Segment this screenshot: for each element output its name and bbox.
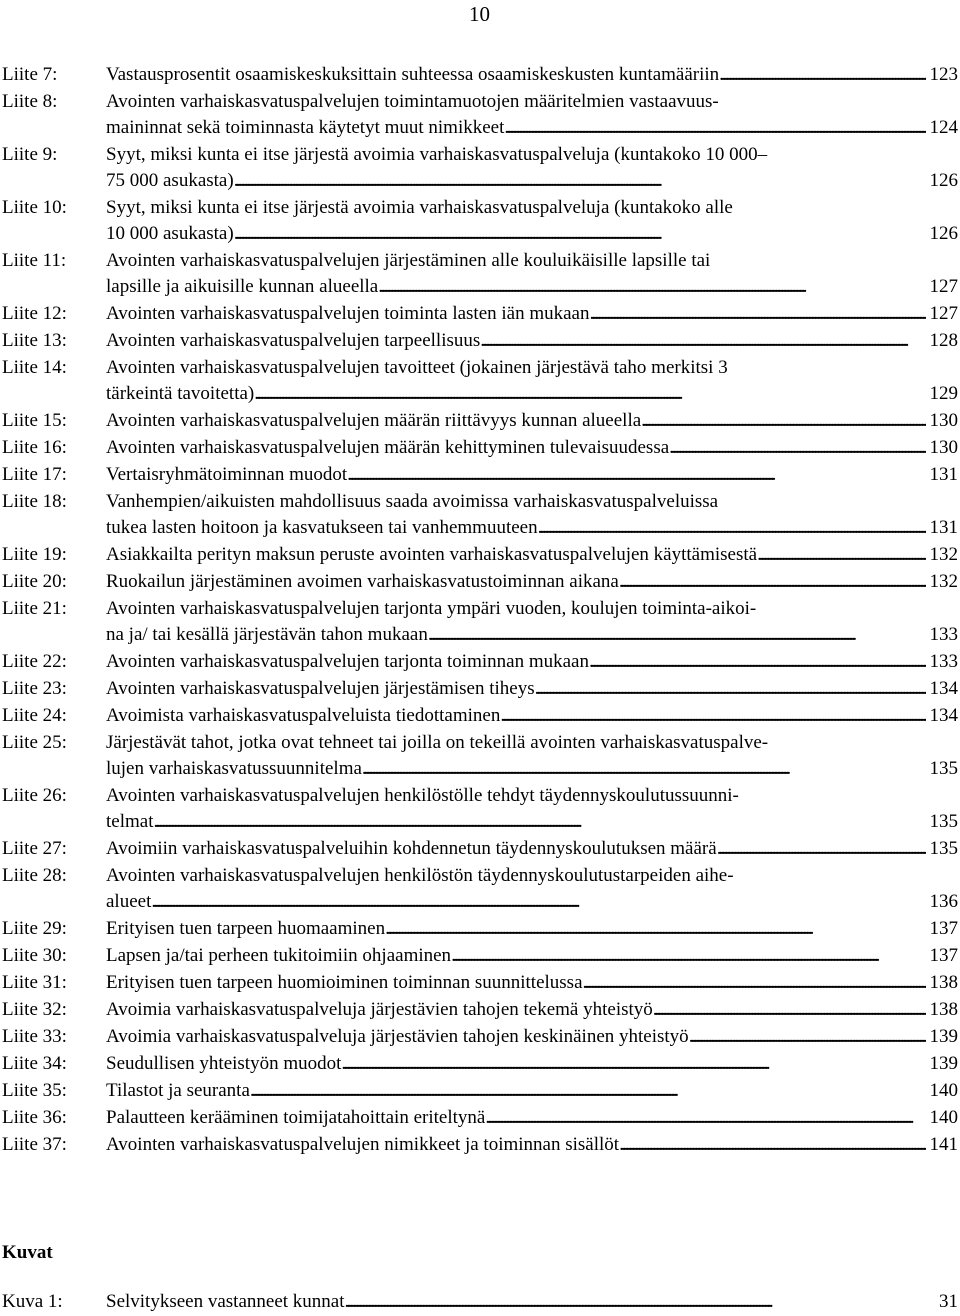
entry-label: Liite 23: (2, 678, 67, 699)
entry-body (106, 1289, 958, 1315)
entry-body (106, 489, 958, 541)
entry-body (106, 542, 958, 568)
entry-title-last-line (106, 115, 958, 141)
entry-body (106, 355, 958, 407)
entry-body (106, 970, 958, 996)
dot-leader (719, 62, 925, 88)
toc-entry (2, 248, 958, 300)
entry-label: Liite 25: (2, 732, 67, 753)
entry-label: Liite 8: (2, 91, 58, 112)
entry-title-line: Avointen varhaiskasvatuspalvelujen toimintamuotojen määritelmien vastaavuus- (106, 91, 719, 112)
entry-title: Erityisen tuen tarpeen huomioiminen toiminnan suunnittelussa (106, 972, 583, 993)
entry-title-last-line (106, 168, 958, 194)
entry-title: Avointen varhaiskasvatuspalvelujen määrän riittävyys kunnan alueella (106, 410, 642, 431)
dot-leader (717, 836, 926, 862)
dot-leader (151, 889, 925, 915)
toc-entry (2, 435, 958, 461)
dot-leader (757, 542, 925, 568)
entry-title: Avointen varhaiskasvatuspalvelujen nimikkeet ja toiminnan sisällöt (106, 1134, 620, 1155)
entry-title-line: Avointen varhaiskasvatuspalvelujen henkilöstön täydennyskoulutustarpeiden aihe- (106, 865, 734, 886)
entry-title-last-line (106, 676, 958, 702)
entry-title: alueet (106, 891, 152, 912)
dot-leader (451, 943, 925, 969)
entry-body (106, 703, 958, 729)
dot-leader (428, 622, 926, 648)
entry-title-last-line (106, 328, 958, 354)
entry-body (106, 195, 958, 247)
entry-title: lujen varhaiskasvatussuunnitelma (106, 758, 362, 779)
entry-page-number: 127 (929, 303, 958, 324)
entry-body (106, 89, 958, 141)
entry-body (106, 1051, 958, 1077)
entry-title-last-line (106, 1289, 958, 1315)
entry-title: Palautteen kerääminen toimijatahoittain eriteltynä (106, 1107, 486, 1128)
entry-title: Vertaisryhmätoiminnan muodot (106, 464, 348, 485)
dot-leader (234, 168, 926, 194)
entry-body (106, 1105, 958, 1131)
entry-page-number: 136 (929, 891, 958, 912)
entry-body (106, 836, 958, 862)
toc-entry (2, 836, 958, 862)
entry-label: Liite 28: (2, 865, 67, 886)
entry-label: Liite 9: (2, 144, 58, 165)
entry-label: Liite 7: (2, 64, 58, 85)
entry-title-line: Avointen varhaiskasvatuspalvelujen henkilöstölle tehdyt täydennyskoulutussuunni- (106, 785, 739, 806)
entry-page-number: 134 (929, 705, 958, 726)
entry-body (106, 783, 958, 835)
toc-entry (2, 863, 958, 915)
figure-list (2, 1289, 958, 1316)
entry-body (106, 328, 958, 354)
entry-label: Liite 27: (2, 838, 67, 859)
entry-title-last-line (106, 1078, 958, 1104)
entry-title: Tilastot ja seuranta (106, 1080, 250, 1101)
entry-page-number: 130 (929, 437, 958, 458)
entry-page-number: 124 (929, 117, 958, 138)
entry-title-line: Syyt, miksi kunta ei itse järjestä avoimia varhaiskasvatuspalveluja (kuntakoko 10 000– (106, 144, 768, 165)
entry-body (106, 1024, 958, 1050)
entry-title-line: Avointen varhaiskasvatuspalvelujen tarjonta ympäri vuoden, koulujen toiminta-aikoi- (106, 598, 757, 619)
entry-page-number: 127 (929, 276, 958, 297)
toc-entry (2, 997, 958, 1023)
dot-leader (485, 1105, 925, 1131)
toc-entry (2, 1105, 958, 1131)
entry-page-number: 126 (929, 223, 958, 244)
entry-page-number: 139 (929, 1053, 958, 1074)
entry-title-line: Avointen varhaiskasvatuspalvelujen järjestäminen alle kouluikäisille lapsille tai (106, 250, 711, 271)
entry-label: Liite 37: (2, 1134, 67, 1155)
entry-title-last-line (106, 435, 958, 461)
page-number: 10 (469, 2, 490, 26)
entry-body (106, 863, 958, 915)
entry-page-number: 123 (929, 64, 958, 85)
entry-page-number: 134 (929, 678, 958, 699)
entry-title-line: Vanhempien/aikuisten mahdollisuus saada avoimissa varhaiskasvatuspalveluissa (106, 491, 719, 512)
entry-label: Liite 15: (2, 410, 67, 431)
entry-page-number: 126 (929, 170, 958, 191)
entry-title: Ruokailun järjestäminen avoimen varhaiskasvatustoiminnan aikana (106, 571, 619, 592)
entry-title: Avoimia varhaiskasvatuspalveluja järjestävien tahojen keskinäinen yhteistyö (106, 1026, 689, 1047)
entry-title: Asiakkailta perityn maksun peruste avointen varhaiskasvatuspalvelujen käyttämisestä (106, 544, 758, 565)
entry-label: Liite 17: (2, 464, 67, 485)
entry-title: tukea lasten hoitoon ja kasvatukseen tai vanhemmuuteen (106, 517, 538, 538)
entry-title: Avointen varhaiskasvatuspalvelujen tarjonta toiminnan mukaan (106, 651, 589, 672)
dot-leader (590, 301, 926, 327)
entry-page-number: 132 (929, 571, 958, 592)
entry-label: Liite 21: (2, 598, 67, 619)
dot-leader (153, 809, 925, 835)
entry-title-last-line (106, 221, 958, 247)
entry-title-last-line (106, 462, 958, 488)
toc-entry (2, 1024, 958, 1050)
entry-label: Liite 12: (2, 303, 67, 324)
entry-body (106, 596, 958, 648)
entry-label: Liite 30: (2, 945, 67, 966)
entry-title-line: Järjestävät tahot, jotka ovat tehneet tai joilla on tekeillä avointen varhaiskasvatuspalve- (106, 732, 769, 753)
entry-page-number: 141 (929, 1134, 958, 1155)
toc-entry (2, 943, 958, 969)
toc-entry (2, 1132, 958, 1158)
dot-leader (378, 274, 925, 300)
entry-body (106, 408, 958, 434)
entry-title-last-line (106, 809, 958, 835)
dot-leader (250, 1078, 926, 1104)
entry-title-last-line (106, 408, 958, 434)
entry-page-number: 139 (929, 1026, 958, 1047)
toc-entry (2, 596, 958, 648)
entry-body (106, 676, 958, 702)
entry-label: Liite 14: (2, 357, 67, 378)
entry-title-last-line (106, 943, 958, 969)
dot-leader (641, 408, 925, 434)
entry-body (106, 649, 958, 675)
entry-label: Liite 34: (2, 1053, 67, 1074)
entry-page-number: 133 (929, 624, 958, 645)
entry-page-number: 129 (929, 383, 958, 404)
dot-leader (362, 756, 926, 782)
entry-label: Liite 22: (2, 651, 67, 672)
entry-page-number: 132 (929, 544, 958, 565)
entry-title-last-line (106, 1105, 958, 1131)
dot-leader (385, 916, 925, 942)
entry-title: Lapsen ja/tai perheen tukitoimiin ohjaaminen (106, 945, 452, 966)
entry-label: Liite 32: (2, 999, 67, 1020)
entry-page-number: 31 (939, 1291, 958, 1312)
toc-entry (2, 62, 958, 88)
entry-body (106, 997, 958, 1023)
entry-label: Liite 36: (2, 1107, 67, 1128)
entry-title-last-line (106, 756, 958, 782)
entry-label: Liite 18: (2, 491, 67, 512)
entry-title-last-line (106, 569, 958, 595)
entry-body (106, 462, 958, 488)
entry-label: Liite 26: (2, 785, 67, 806)
toc-entry (2, 569, 958, 595)
entry-title-last-line (106, 836, 958, 862)
entry-body (106, 248, 958, 300)
entry-title: Avointen varhaiskasvatuspalvelujen toiminta lasten iän mukaan (106, 303, 590, 324)
toc-entry (2, 142, 958, 194)
dot-leader (538, 515, 926, 541)
dot-leader (583, 970, 926, 996)
toc-entry (2, 1078, 958, 1104)
entry-body (106, 1078, 958, 1104)
entry-label: Liite 35: (2, 1080, 67, 1101)
toc-entry (2, 195, 958, 247)
dot-leader (500, 703, 925, 729)
entry-label: Liite 33: (2, 1026, 67, 1047)
entry-title-last-line (106, 997, 958, 1023)
entry-title: Erityisen tuen tarpeen huomaaminen (106, 918, 386, 939)
dot-leader (341, 1051, 925, 1077)
entry-page-number: 138 (929, 999, 958, 1020)
entry-page-number: 140 (929, 1107, 958, 1128)
toc-entry (2, 542, 958, 568)
entry-page-number: 135 (929, 838, 958, 859)
table-of-contents (2, 62, 958, 1159)
entry-title: Avoimista varhaiskasvatuspalveluista tiedottaminen (106, 705, 501, 726)
entry-label: Liite 11: (2, 250, 67, 271)
dot-leader (535, 676, 926, 702)
toc-entry (2, 89, 958, 141)
entry-label: Liite 31: (2, 972, 67, 993)
entry-title: 75 000 asukasta) (106, 170, 234, 191)
entry-title-line: Avointen varhaiskasvatuspalvelujen tavoitteet (jokainen järjestävä taho merkitsi 3 (106, 357, 728, 378)
entry-label: Kuva 1: (2, 1291, 63, 1312)
toc-entry (2, 1051, 958, 1077)
entry-page-number: 130 (929, 410, 958, 431)
dot-leader (619, 1132, 925, 1158)
dot-leader (480, 328, 925, 354)
entry-title: Avointen varhaiskasvatuspalvelujen järjestämisen tiheys (106, 678, 535, 699)
entry-title: maininnat sekä toiminnasta käytetyt muut nimikkeet (106, 117, 505, 138)
entry-title: Seudullisen yhteistyön muodot (106, 1053, 342, 1074)
entry-body (106, 435, 958, 461)
entry-page-number: 140 (929, 1080, 958, 1101)
entry-page-number: 128 (929, 330, 958, 351)
dot-leader (589, 649, 926, 675)
dot-leader (234, 221, 926, 247)
dot-leader (347, 462, 925, 488)
dot-leader (653, 997, 926, 1023)
entry-label: Liite 16: (2, 437, 67, 458)
toc-entry (2, 1289, 958, 1315)
toc-entry (2, 703, 958, 729)
entry-label: Liite 13: (2, 330, 67, 351)
dot-leader (504, 115, 925, 141)
toc-entry (2, 676, 958, 702)
entry-page-number: 137 (929, 918, 958, 939)
entry-body (106, 62, 958, 88)
entry-title-last-line (106, 622, 958, 648)
entry-title: 10 000 asukasta) (106, 223, 234, 244)
entry-title: Vastausprosentit osaamiskeskuksittain suhteessa osaamiskeskusten kuntamääriin (106, 64, 720, 85)
figures-heading: Kuvat (2, 1242, 53, 1263)
entry-title-last-line (106, 1132, 958, 1158)
entry-page-number: 131 (929, 464, 958, 485)
entry-title-last-line (106, 301, 958, 327)
entry-label: Liite 19: (2, 544, 67, 565)
entry-label: Liite 29: (2, 918, 67, 939)
entry-body (106, 1132, 958, 1158)
entry-body (106, 916, 958, 942)
entry-label: Liite 24: (2, 705, 67, 726)
dot-leader (689, 1024, 926, 1050)
toc-entry (2, 916, 958, 942)
dot-leader (669, 435, 925, 461)
entry-title: telmat (106, 811, 154, 832)
dot-leader (619, 569, 926, 595)
entry-label: Liite 10: (2, 197, 67, 218)
toc-entry (2, 301, 958, 327)
entry-body (106, 301, 958, 327)
entry-body (106, 142, 958, 194)
entry-title: tärkeintä tavoitetta) (106, 383, 255, 404)
toc-entry (2, 730, 958, 782)
toc-entry (2, 489, 958, 541)
entry-page-number: 135 (929, 758, 958, 779)
entry-title-last-line (106, 274, 958, 300)
dot-leader (345, 1289, 936, 1315)
entry-title: Avoimia varhaiskasvatuspalveluja järjestävien tahojen tekemä yhteistyö (106, 999, 653, 1020)
toc-entry (2, 462, 958, 488)
toc-entry (2, 328, 958, 354)
entry-title-last-line (106, 889, 958, 915)
toc-entry (2, 783, 958, 835)
entry-title-line: Syyt, miksi kunta ei itse järjestä avoimia varhaiskasvatuspalveluja (kuntakoko alle (106, 197, 733, 218)
entry-title-last-line (106, 1051, 958, 1077)
entry-page-number: 131 (929, 517, 958, 538)
entry-title-last-line (106, 62, 958, 88)
entry-title: Avoimiin varhaiskasvatuspalveluihin kohdennetun täydennyskoulutuksen määrä (106, 838, 717, 859)
dot-leader (254, 381, 925, 407)
entry-title-last-line (106, 1024, 958, 1050)
entry-title: lapsille ja aikuisille kunnan alueella (106, 276, 379, 297)
entry-label: Liite 20: (2, 571, 67, 592)
entry-page-number: 133 (929, 651, 958, 672)
entry-body (106, 569, 958, 595)
entry-title-last-line (106, 542, 958, 568)
toc-entry (2, 408, 958, 434)
entry-title-last-line (106, 649, 958, 675)
entry-page-number: 135 (929, 811, 958, 832)
entry-title: Avointen varhaiskasvatuspalvelujen tarpeellisuus (106, 330, 481, 351)
entry-title-last-line (106, 970, 958, 996)
toc-entry (2, 355, 958, 407)
entry-page-number: 138 (929, 972, 958, 993)
entry-title-last-line (106, 381, 958, 407)
entry-title: Selvitykseen vastanneet kunnat (106, 1291, 345, 1312)
toc-entry (2, 649, 958, 675)
entry-title-last-line (106, 515, 958, 541)
entry-page-number: 137 (929, 945, 958, 966)
entry-body (106, 730, 958, 782)
entry-title: na ja/ tai kesällä järjestävän tahon mukaan (106, 624, 428, 645)
entry-body (106, 943, 958, 969)
entry-title-last-line (106, 703, 958, 729)
entry-title-last-line (106, 916, 958, 942)
toc-entry (2, 970, 958, 996)
entry-title: Avointen varhaiskasvatuspalvelujen määrän kehittyminen tulevaisuudessa (106, 437, 670, 458)
